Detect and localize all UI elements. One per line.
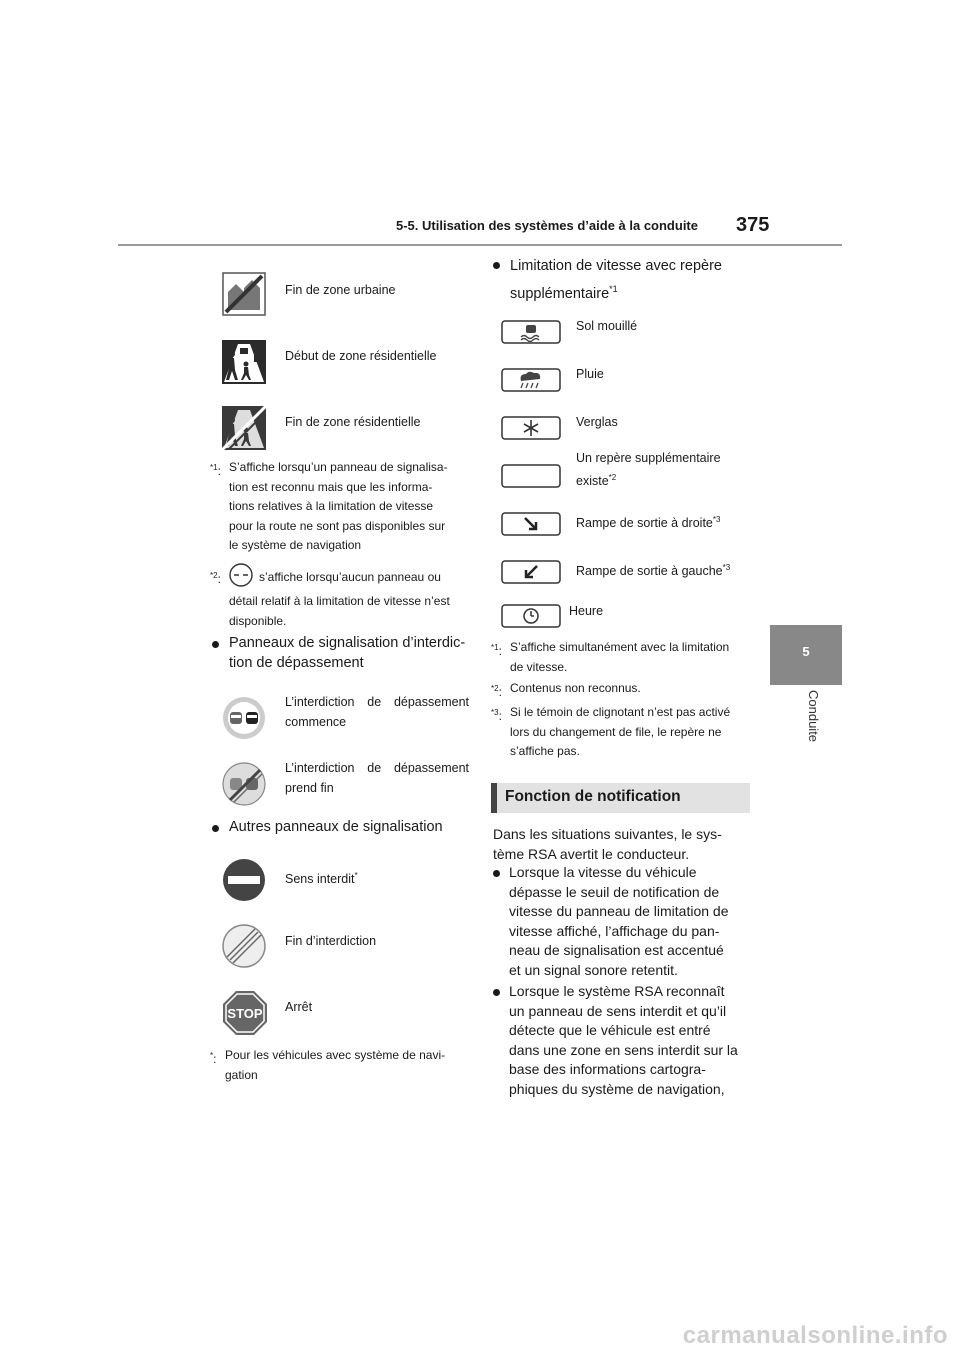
residential-zone-end-icon (222, 406, 266, 450)
watermark: carmanualsonline.info (682, 1322, 948, 1349)
bullet-other-signs: Autres panneaux de signalisation (212, 818, 489, 838)
header-rule (118, 244, 842, 246)
page-number: 375 (736, 214, 770, 236)
row-label: Fin de zone résidentielle (285, 415, 421, 429)
no-sign-detected-icon (229, 563, 253, 587)
footnote-mark: *: (210, 1051, 217, 1066)
bullet-dot (493, 989, 500, 996)
footnote-mark: $^{*2}$: (210, 571, 221, 586)
wet-road-icon (501, 320, 561, 344)
footnote-mark: $^{*1}$: (210, 463, 221, 478)
footnote-3: Pour les véhicules avec système de navi- gation (225, 1048, 446, 1082)
section-heading: Fonction de notification (505, 788, 681, 805)
end-of-restriction-icon (222, 924, 266, 968)
bullet-dot (212, 641, 219, 648)
row-label: Sens interdit* (285, 871, 358, 887)
row-label: Heure (569, 604, 604, 618)
clock-icon (501, 604, 561, 628)
footnote-2: détail relatif à la limitation de vitesse n’est disponible. (229, 594, 450, 628)
end-urban-zone-icon (222, 272, 266, 316)
arrow-right-exit-icon (501, 512, 561, 536)
footnote-mark: $^{*1}$: (491, 643, 502, 658)
chapter-label: Conduite (806, 690, 821, 743)
footnote-r2: Contenus non reconnus. (510, 681, 641, 695)
footnote-r1: S’affiche simultanément avec la limitation de vitesse. (510, 640, 730, 674)
footnote-r3: Si le témoin de clignotant n’est pas activé lors du changement de file, le repère ne s’affiche pas. (510, 705, 731, 758)
row-label: Pluie (576, 367, 604, 381)
row-label: Arrêt (285, 1000, 313, 1014)
bullet-speed-exceeded: Lorsque la vitesse du véhicule dépasse le seuil de notification de vitesse du panneau de limitation de vitesse affiché, l’affichage du pan- neau de signalisation est accentué et un signal sonore retentit. (493, 863, 769, 980)
arrow-left-exit-icon (501, 560, 561, 584)
bullet-dot (212, 825, 219, 832)
residential-zone-start-icon (222, 340, 266, 384)
section-heading-box (491, 783, 750, 813)
footnote-mark: $^{*3}$: (491, 708, 502, 723)
row-label: Verglas (576, 415, 618, 429)
no-entry-icon (222, 858, 266, 902)
bullet-dot (493, 870, 500, 877)
chapter-number: 5 (802, 644, 810, 659)
footnote-2-line1: s’affiche lorsqu’aucun panneau ou (259, 570, 441, 584)
row-label: Fin d’interdiction (285, 934, 377, 948)
bullet-speed-limit-supplementary: Limitation de vitesse avec repère supplémentaire$^{*1}$ (493, 255, 770, 306)
row-label: Rampe de sortie à gauche$^{*3}$ (576, 563, 731, 579)
section-title: 5-5. Utilisation des systèmes d’aide à la conduite (396, 218, 698, 233)
footnote-mark: $^{*2}$: (491, 684, 502, 699)
no-overtaking-start-icon (222, 696, 266, 740)
rain-icon (501, 368, 561, 392)
section-heading-marker (491, 783, 497, 813)
footnote-1: S’affiche lorsqu’un panneau de signalisa- tion est reconnu mais que les informa- tions relatives à la limitation de vitesse pour la route ne sont pas disponibles sur le système de navigation (229, 460, 448, 552)
no-overtaking-start-label: L’interdiction de dépassement commence (285, 695, 469, 729)
row-label: Sol mouillé (576, 319, 638, 333)
row-label: Un repère supplémentaire existe$^{*2}$ (576, 451, 721, 489)
ice-icon (501, 416, 561, 440)
svg-text:STOP: STOP (227, 1006, 263, 1021)
bullet-wrong-way: Lorsque le système RSA reconnaît un panneau de sens interdit et qu’il détecte que le véhicule est entré dans une zone en sens interdit sur la base des informations cartogra- phiques du système de navigation, (493, 982, 769, 1099)
row-label: Début de zone résidentielle (285, 349, 437, 363)
row-label: Fin de zone urbaine (285, 283, 396, 297)
bullet-no-overtaking: Panneaux de signalisation d’interdic- tion de dépassement (212, 634, 489, 673)
bullet-dot (493, 262, 500, 269)
stop-sign-icon (222, 990, 268, 1036)
no-overtaking-end-icon (222, 762, 266, 806)
blank-plate-icon (501, 464, 561, 488)
row-label: Rampe de sortie à droite$^{*3}$ (576, 515, 721, 531)
no-overtaking-end-label: L’interdiction de dépassement prend fin (285, 761, 469, 795)
intro-text: Dans les situations suivantes, le sys- tème RSA avertit le conducteur. (493, 826, 722, 862)
